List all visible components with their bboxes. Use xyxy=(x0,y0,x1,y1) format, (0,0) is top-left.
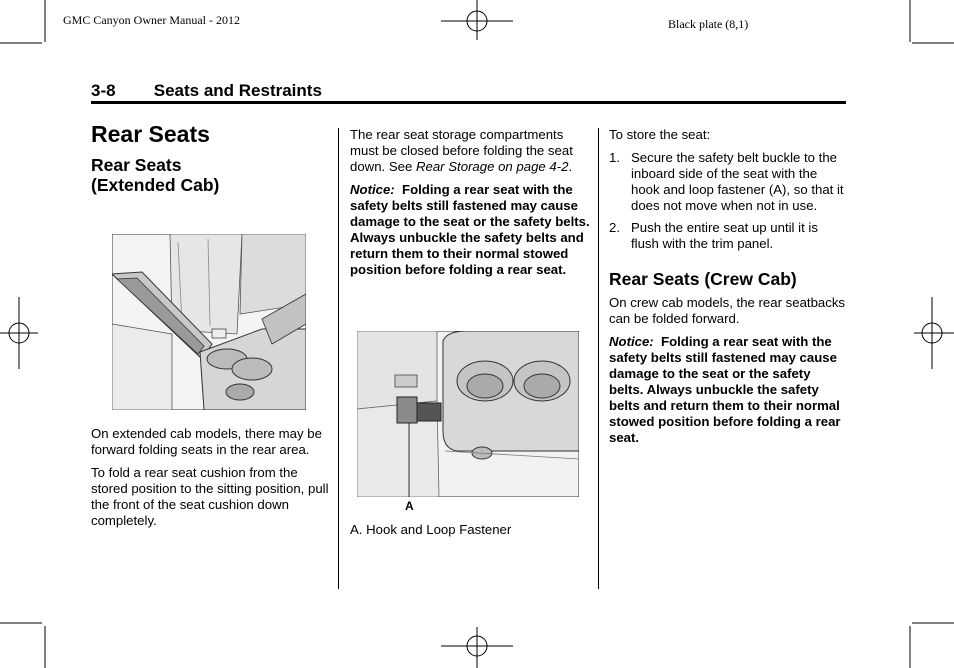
step-text: Secure the safety belt buckle to the inboard side of the seat with the hook and loop fastener (A), so that it does not move when not in use. xyxy=(631,150,844,213)
manual-title: GMC Canyon Owner Manual - 2012 xyxy=(63,13,240,27)
page-title: Rear Seats xyxy=(91,121,210,147)
header-rule xyxy=(91,101,846,104)
step-number: 2. xyxy=(609,220,620,235)
notice xyxy=(350,182,590,278)
callout-label: A xyxy=(405,499,414,513)
column-1 xyxy=(91,121,331,195)
text-run: . xyxy=(568,159,573,174)
paragraph xyxy=(350,127,590,175)
column-3 xyxy=(609,127,846,453)
plate-label: Black plate (8,1) xyxy=(668,17,749,31)
hook-loop-fastener-illustration xyxy=(357,331,579,497)
steps-list xyxy=(609,150,846,252)
column-divider xyxy=(598,128,599,589)
notice xyxy=(609,334,846,446)
paragraph: On crew cab models, the rear seatbacks can be folded forward. xyxy=(609,295,846,326)
section-title: Seats and Restraints xyxy=(153,81,322,100)
section-number: 3-8 xyxy=(91,81,116,100)
paragraph: On extended cab models, there may be forward folding seats in the rear area. xyxy=(91,426,322,457)
column-2 xyxy=(350,127,590,285)
text-run: The rear seat storage compartments must be closed before folding the seat down. See xyxy=(350,127,573,174)
subheading-line: Rear Seats xyxy=(91,155,182,175)
notice-text: Folding a rear seat with the safety belts still fastened may cause damage to the seat or the safety belts. Always unbuckle the safety belts and return them to their normal stowed position before folding a rear seat. xyxy=(350,182,590,277)
cross-reference-link[interactable]: Rear Storage on page 4-2 xyxy=(415,159,569,174)
notice-label: Notice: xyxy=(350,182,395,197)
subheading-line: (Extended Cab) xyxy=(91,175,220,195)
extended-cab-seat-illustration xyxy=(112,234,306,410)
notice-text: Folding a rear seat with the safety belts still fastened may cause damage to the seat or the safety belts. Always unbuckle the safety belts and return them to their normal stowed position before folding a rear seat. xyxy=(609,334,841,445)
list-item xyxy=(609,150,846,214)
paragraph: To fold a rear seat cushion from the stored position to the sitting position, pull the front of the seat cushion down completely. xyxy=(91,465,329,528)
step-number: 1. xyxy=(609,150,620,165)
list-item xyxy=(609,220,846,252)
section-header xyxy=(91,81,846,101)
figure-caption: A. Hook and Loop Fastener xyxy=(350,522,512,537)
paragraph: To store the seat: xyxy=(609,127,711,142)
notice-label: Notice: xyxy=(609,334,654,349)
subheading: Rear Seats (Crew Cab) xyxy=(609,269,797,289)
step-text: Push the entire seat up until it is flush with the trim panel. xyxy=(631,220,818,251)
column-divider xyxy=(338,128,339,589)
column-1-text xyxy=(91,426,331,536)
